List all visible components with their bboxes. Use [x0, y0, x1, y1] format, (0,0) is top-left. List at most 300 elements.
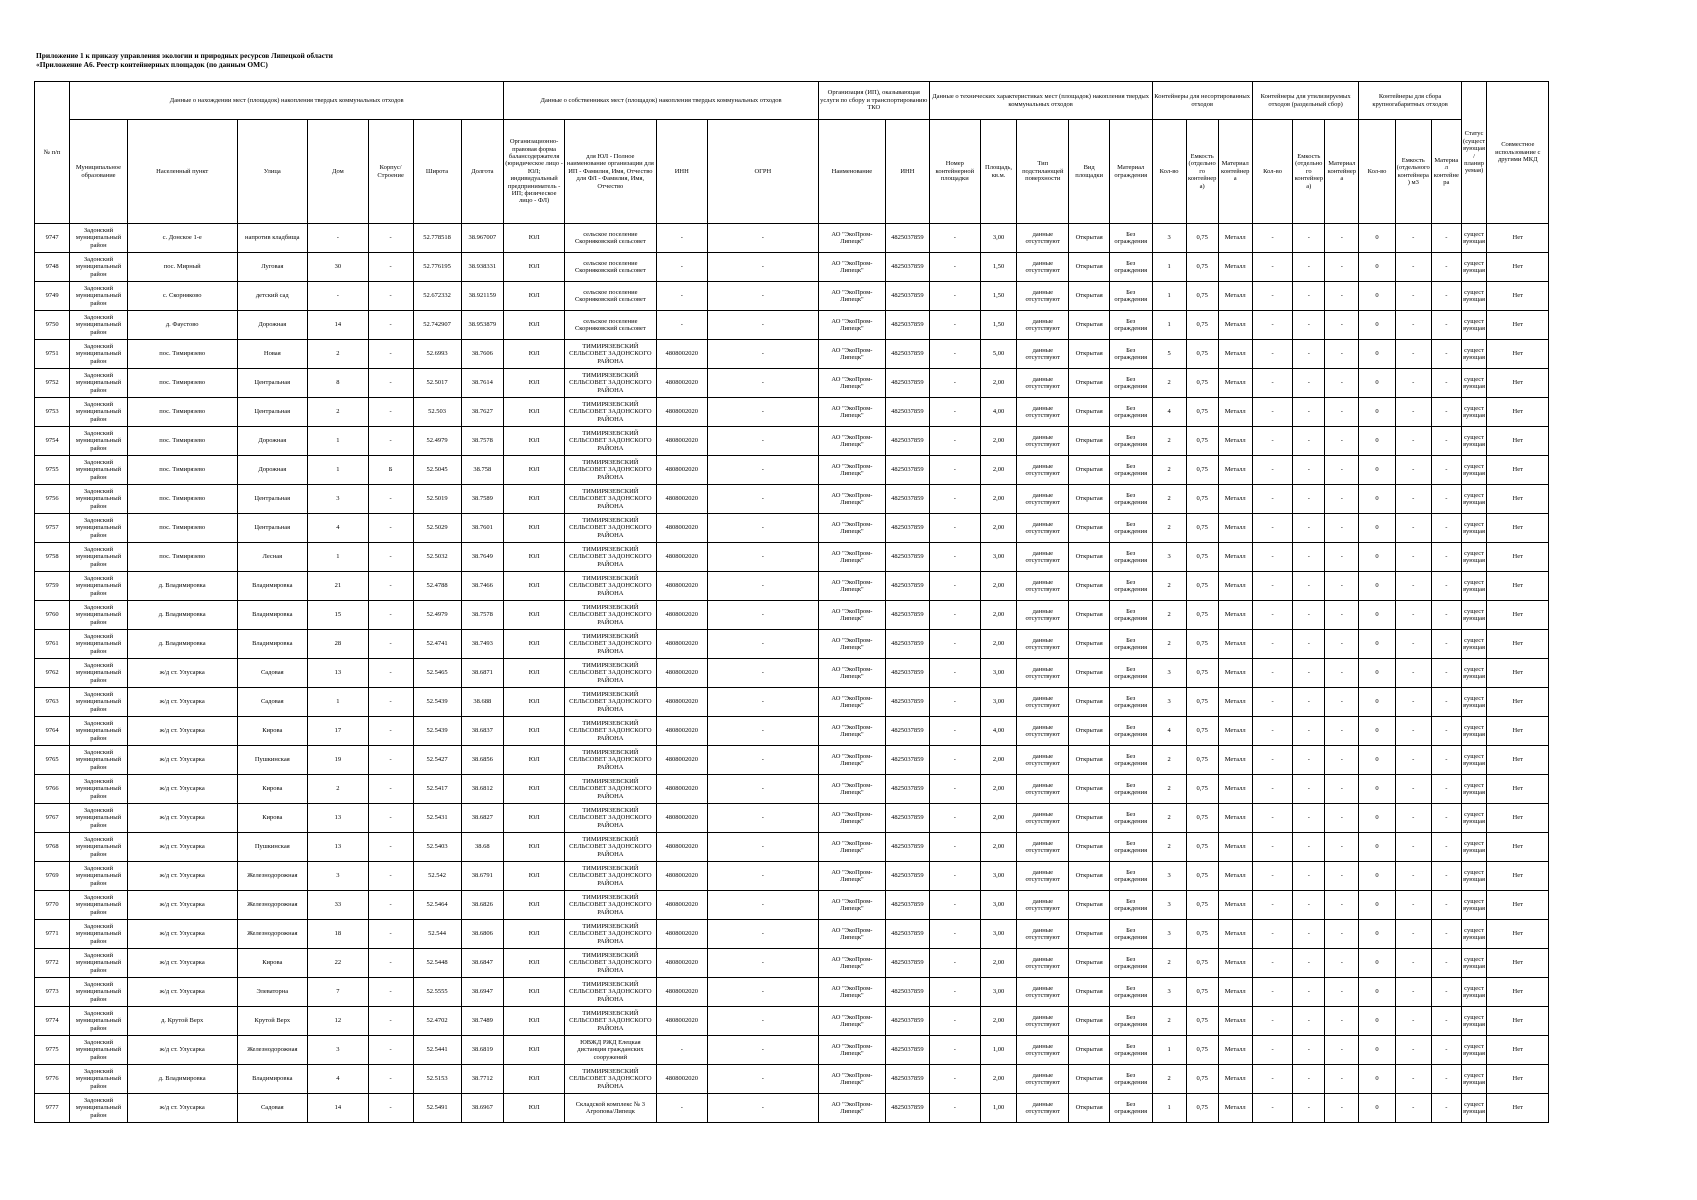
cell-shared: Нет — [1487, 1094, 1549, 1123]
cell-fence: Без ограждения — [1109, 369, 1152, 398]
cell-surf: данные отсутствуют — [1017, 456, 1069, 485]
cell-fence: Без ограждения — [1109, 282, 1152, 311]
cell-korp: - — [368, 746, 413, 775]
cell-area: 2,00 — [980, 572, 1016, 601]
cell-mo: Задонский муниципальный район — [70, 746, 128, 775]
cell-inn: 4808002020 — [656, 862, 707, 891]
cell-c3: - — [1395, 891, 1431, 920]
cell-c1: 0,75 — [1186, 775, 1218, 804]
cell-korp: - — [368, 224, 413, 253]
cell-op: АО "ЭкоПром-Липецк" — [818, 920, 885, 949]
cell-form: ЮЛ — [504, 978, 565, 1007]
cell-q1: 3 — [1152, 978, 1186, 1007]
cell-n: 9777 — [35, 1094, 70, 1123]
cell-form: ЮЛ — [504, 1036, 565, 1065]
cell-house: 21 — [307, 572, 368, 601]
cell-c1: 0,75 — [1186, 804, 1218, 833]
cell-form: ЮЛ — [504, 311, 565, 340]
cell-site: - — [929, 485, 980, 514]
cell-house: 1 — [307, 427, 368, 456]
cell-owner: Складской комплекс № 3 Агропова/Липецк — [565, 1094, 657, 1123]
cell-site: - — [929, 775, 980, 804]
cell-c2: - — [1293, 1036, 1325, 1065]
cell-site: - — [929, 456, 980, 485]
cell-ogrn: - — [707, 1094, 818, 1123]
cell-q1: 4 — [1152, 717, 1186, 746]
cell-m1: Металл — [1218, 224, 1252, 253]
cell-shared: Нет — [1487, 920, 1549, 949]
cell-ogrn: - — [707, 253, 818, 282]
cell-lat: 52.5427 — [413, 746, 461, 775]
cell-ogrn: - — [707, 1036, 818, 1065]
cell-form: ЮЛ — [504, 949, 565, 978]
cell-mo: Задонский муниципальный район — [70, 601, 128, 630]
cell-q1: 4 — [1152, 398, 1186, 427]
cell-np: ж/д ст. Улусарка — [127, 659, 237, 688]
cell-n: 9774 — [35, 1007, 70, 1036]
cell-lat: 52.4788 — [413, 572, 461, 601]
cell-opinn: 4825037859 — [886, 717, 930, 746]
cell-n: 9756 — [35, 485, 70, 514]
cell-lat: 52.5491 — [413, 1094, 461, 1123]
cell-korp: Б — [368, 456, 413, 485]
col-site-no: Номер контейнерной площадки — [929, 120, 980, 224]
group-bulky: Контейнеры для сбора крупногабаритных отходов — [1359, 82, 1461, 120]
cell-lat: 52.778518 — [413, 224, 461, 253]
cell-status: существующая — [1461, 514, 1487, 543]
cell-form: ЮЛ — [504, 340, 565, 369]
table-row — [35, 369, 1607, 398]
cell-mo: Задонский муниципальный район — [70, 949, 128, 978]
cell-status: существующая — [1461, 891, 1487, 920]
cell-site: - — [929, 601, 980, 630]
cell-street: Пушкинская — [237, 833, 307, 862]
cell-c2: - — [1293, 282, 1325, 311]
cell-shared: Нет — [1487, 746, 1549, 775]
cell-lat: 52.4979 — [413, 427, 461, 456]
cell-street: Центральная — [237, 398, 307, 427]
cell-ogrn: - — [707, 688, 818, 717]
cell-op: АО "ЭкоПром-Липецк" — [818, 978, 885, 1007]
cell-n: 9757 — [35, 514, 70, 543]
cell-area: 2,00 — [980, 1065, 1016, 1094]
cell-inn: 4808002020 — [656, 427, 707, 456]
cell-c1: 0,75 — [1186, 1094, 1218, 1123]
cell-street: Крутой Верх — [237, 1007, 307, 1036]
cell-korp: - — [368, 920, 413, 949]
cell-ogrn: - — [707, 775, 818, 804]
cell-site: - — [929, 688, 980, 717]
col-settlement: Населенный пункт — [127, 120, 237, 224]
group-owner: Данные о собственниках мест (площадок) накопления твердых коммунальных отходов — [504, 82, 819, 120]
cell-c3: - — [1395, 630, 1431, 659]
cell-q2: - — [1252, 601, 1293, 630]
cell-m3: - — [1431, 1036, 1461, 1065]
cell-site: - — [929, 804, 980, 833]
cell-street: Дорожная — [237, 427, 307, 456]
cell-opinn: 4825037859 — [886, 1065, 930, 1094]
cell-c3: - — [1395, 282, 1431, 311]
cell-opinn: 4825037859 — [886, 485, 930, 514]
cell-street: Дорожная — [237, 456, 307, 485]
cell-surf: данные отсутствуют — [1017, 630, 1069, 659]
cell-lon: 38.7466 — [461, 572, 504, 601]
cell-m1: Металл — [1218, 891, 1252, 920]
cell-lat: 52.5441 — [413, 1036, 461, 1065]
cell-m1: Металл — [1218, 949, 1252, 978]
cell-c2: - — [1293, 456, 1325, 485]
cell-site: - — [929, 1094, 980, 1123]
cell-surf: данные отсутствуют — [1017, 1065, 1069, 1094]
group-recycle: Контейнеры для утилизируемых отходов (раздельный сбор) — [1252, 82, 1359, 120]
cell-np: с. Скорняково — [127, 282, 237, 311]
cell-status: существующая — [1461, 253, 1487, 282]
cell-c3: - — [1395, 514, 1431, 543]
cell-opinn: 4825037859 — [886, 688, 930, 717]
cell-shared: Нет — [1487, 282, 1549, 311]
cell-opinn: 4825037859 — [886, 572, 930, 601]
cell-fence: Без ограждения — [1109, 1094, 1152, 1123]
cell-m2: - — [1325, 630, 1359, 659]
cell-area: 2,00 — [980, 630, 1016, 659]
cell-status: существующая — [1461, 282, 1487, 311]
cell-m1: Металл — [1218, 746, 1252, 775]
cell-korp: - — [368, 514, 413, 543]
cell-c3: - — [1395, 804, 1431, 833]
cell-site: - — [929, 253, 980, 282]
cell-site: - — [929, 659, 980, 688]
col-ogrn: ОГРН — [707, 120, 818, 224]
cell-op: АО "ЭкоПром-Липецк" — [818, 775, 885, 804]
table-row — [35, 1007, 1607, 1036]
table-row — [35, 891, 1607, 920]
cell-opinn: 4825037859 — [886, 978, 930, 1007]
cell-status: существующая — [1461, 543, 1487, 572]
cell-lat: 52.5403 — [413, 833, 461, 862]
cell-op: АО "ЭкоПром-Липецк" — [818, 1007, 885, 1036]
cell-opinn: 4825037859 — [886, 746, 930, 775]
cell-ogrn: - — [707, 862, 818, 891]
cell-ogrn: - — [707, 601, 818, 630]
cell-q1: 3 — [1152, 659, 1186, 688]
cell-q1: 1 — [1152, 1094, 1186, 1123]
cell-shared: Нет — [1487, 630, 1549, 659]
cell-np: пос. Тимирязево — [127, 340, 237, 369]
cell-q2: - — [1252, 659, 1293, 688]
cell-house: 2 — [307, 340, 368, 369]
cell-owner: ТИМИРЯЗЕВСКИЙ СЕЛЬСОВЕТ ЗАДОНСКОГО РАЙОНА — [565, 804, 657, 833]
cell-owner: ТИМИРЯЗЕВСКИЙ СЕЛЬСОВЕТ ЗАДОНСКОГО РАЙОНА — [565, 833, 657, 862]
cell-type: Открытая — [1069, 688, 1110, 717]
cell-form: ЮЛ — [504, 717, 565, 746]
cell-house: 3 — [307, 485, 368, 514]
cell-np: ж/д ст. Улусарка — [127, 949, 237, 978]
cell-street: Лесная — [237, 543, 307, 572]
cell-opinn: 4825037859 — [886, 340, 930, 369]
cell-fence: Без ограждения — [1109, 804, 1152, 833]
cell-mo: Задонский муниципальный район — [70, 398, 128, 427]
cell-op: АО "ЭкоПром-Липецк" — [818, 659, 885, 688]
cell-c1: 0,75 — [1186, 340, 1218, 369]
cell-q1: 3 — [1152, 920, 1186, 949]
cell-lon: 38.68 — [461, 833, 504, 862]
cell-shared: Нет — [1487, 1007, 1549, 1036]
cell-c2: - — [1293, 224, 1325, 253]
table-row — [35, 282, 1607, 311]
cell-lat: 52.5032 — [413, 543, 461, 572]
cell-op: АО "ЭкоПром-Липецк" — [818, 311, 885, 340]
cell-q3: 0 — [1359, 891, 1395, 920]
cell-owner: ТИМИРЯЗЕВСКИЙ СЕЛЬСОВЕТ ЗАДОНСКОГО РАЙОНА — [565, 862, 657, 891]
table-row — [35, 1036, 1607, 1065]
cell-area: 1,50 — [980, 253, 1016, 282]
cell-inn: 4808002020 — [656, 456, 707, 485]
cell-q3: 0 — [1359, 543, 1395, 572]
table-row — [35, 398, 1607, 427]
cell-fence: Без ограждения — [1109, 311, 1152, 340]
cell-status: существующая — [1461, 949, 1487, 978]
cell-house: 1 — [307, 543, 368, 572]
cell-house: 13 — [307, 833, 368, 862]
cell-ogrn: - — [707, 514, 818, 543]
cell-form: ЮЛ — [504, 456, 565, 485]
cell-m1: Металл — [1218, 804, 1252, 833]
cell-ogrn: - — [707, 949, 818, 978]
cell-owner: ТИМИРЯЗЕВСКИЙ СЕЛЬСОВЕТ ЗАДОНСКОГО РАЙОНА — [565, 920, 657, 949]
cell-c1: 0,75 — [1186, 572, 1218, 601]
cell-c1: 0,75 — [1186, 427, 1218, 456]
cell-q2: - — [1252, 282, 1293, 311]
col-lon: Долгота — [461, 120, 504, 224]
cell-op: АО "ЭкоПром-Липецк" — [818, 1094, 885, 1123]
group-unsorted: Контейнеры для несортированных отходов — [1152, 82, 1252, 120]
cell-c1: 0,75 — [1186, 891, 1218, 920]
cell-opinn: 4825037859 — [886, 253, 930, 282]
cell-ogrn: - — [707, 340, 818, 369]
cell-area: 2,00 — [980, 369, 1016, 398]
cell-ogrn: - — [707, 891, 818, 920]
cell-q2: - — [1252, 804, 1293, 833]
cell-c1: 0,75 — [1186, 456, 1218, 485]
cell-n: 9770 — [35, 891, 70, 920]
cell-n: 9772 — [35, 949, 70, 978]
table-row — [35, 572, 1607, 601]
cell-type: Открытая — [1069, 340, 1110, 369]
cell-c3: - — [1395, 659, 1431, 688]
cell-m3: - — [1431, 427, 1461, 456]
cell-m3: - — [1431, 514, 1461, 543]
cell-mo: Задонский муниципальный район — [70, 717, 128, 746]
cell-korp: - — [368, 949, 413, 978]
cell-np: ж/д ст. Улусарка — [127, 746, 237, 775]
cell-m2: - — [1325, 1007, 1359, 1036]
cell-inn: 4808002020 — [656, 369, 707, 398]
cell-ogrn: - — [707, 1065, 818, 1094]
header-group-row — [35, 82, 1607, 120]
cell-type: Открытая — [1069, 717, 1110, 746]
cell-area: 3,00 — [980, 862, 1016, 891]
cell-owner: ТИМИРЯЗЕВСКИЙ СЕЛЬСОВЕТ ЗАДОНСКОГО РАЙОНА — [565, 485, 657, 514]
cell-inn: - — [656, 253, 707, 282]
cell-m3: - — [1431, 1007, 1461, 1036]
cell-np: ж/д ст. Улусарка — [127, 862, 237, 891]
cell-c2: - — [1293, 688, 1325, 717]
cell-np: д. Владимировка — [127, 1065, 237, 1094]
cell-c1: 0,75 — [1186, 920, 1218, 949]
cell-q1: 2 — [1152, 369, 1186, 398]
cell-c3: - — [1395, 572, 1431, 601]
table-row — [35, 949, 1607, 978]
cell-m3: - — [1431, 253, 1461, 282]
cell-status: существующая — [1461, 775, 1487, 804]
cell-ogrn: - — [707, 659, 818, 688]
cell-shared: Нет — [1487, 514, 1549, 543]
cell-surf: данные отсутствуют — [1017, 1007, 1069, 1036]
cell-np: д. Фаустово — [127, 311, 237, 340]
cell-lon: 38.967007 — [461, 224, 504, 253]
col-surface: Тип подстилающей поверхности — [1017, 120, 1069, 224]
cell-form: ЮЛ — [504, 427, 565, 456]
cell-surf: данные отсутствуют — [1017, 717, 1069, 746]
cell-lat: 52.5417 — [413, 775, 461, 804]
cell-c2: - — [1293, 311, 1325, 340]
cell-form: ЮЛ — [504, 833, 565, 862]
cell-q2: - — [1252, 891, 1293, 920]
cell-np: с. Донское 1-е — [127, 224, 237, 253]
cell-site: - — [929, 340, 980, 369]
cell-q2: - — [1252, 1094, 1293, 1123]
cell-owner: ТИМИРЯЗЕВСКИЙ СЕЛЬСОВЕТ ЗАДОНСКОГО РАЙОНА — [565, 456, 657, 485]
cell-m2: - — [1325, 1036, 1359, 1065]
cell-m1: Металл — [1218, 1007, 1252, 1036]
cell-q3: 0 — [1359, 427, 1395, 456]
cell-q3: 0 — [1359, 659, 1395, 688]
cell-house: 3 — [307, 862, 368, 891]
cell-street: Пушкинская — [237, 746, 307, 775]
cell-q1: 3 — [1152, 862, 1186, 891]
cell-owner: сельское поселение Скорняковский сельсовет — [565, 282, 657, 311]
cell-street: Новая — [237, 340, 307, 369]
cell-fence: Без ограждения — [1109, 427, 1152, 456]
cell-status: существующая — [1461, 224, 1487, 253]
cell-owner: ТИМИРЯЗЕВСКИЙ СЕЛЬСОВЕТ ЗАДОНСКОГО РАЙОНА — [565, 659, 657, 688]
cell-street: Кирова — [237, 804, 307, 833]
cell-ogrn: - — [707, 833, 818, 862]
cell-inn: 4808002020 — [656, 746, 707, 775]
cell-m2: - — [1325, 398, 1359, 427]
cell-house: 30 — [307, 253, 368, 282]
cell-c3: - — [1395, 1036, 1431, 1065]
cell-street: Владимировка — [237, 572, 307, 601]
cell-korp: - — [368, 978, 413, 1007]
cell-c3: - — [1395, 456, 1431, 485]
cell-mo: Задонский муниципальный район — [70, 659, 128, 688]
cell-korp: - — [368, 630, 413, 659]
cell-fence: Без ограждения — [1109, 253, 1152, 282]
cell-m3: - — [1431, 456, 1461, 485]
cell-area: 2,00 — [980, 746, 1016, 775]
cell-korp: - — [368, 833, 413, 862]
cell-house: 14 — [307, 311, 368, 340]
cell-type: Открытая — [1069, 572, 1110, 601]
cell-inn: 4808002020 — [656, 601, 707, 630]
cell-np: ж/д ст. Улусарка — [127, 775, 237, 804]
cell-status: существующая — [1461, 862, 1487, 891]
cell-c3: - — [1395, 746, 1431, 775]
cell-fence: Без ограждения — [1109, 1065, 1152, 1094]
cell-c1: 0,75 — [1186, 514, 1218, 543]
cell-m2: - — [1325, 891, 1359, 920]
cell-m1: Металл — [1218, 311, 1252, 340]
cell-inn: 4808002020 — [656, 775, 707, 804]
cell-opinn: 4825037859 — [886, 601, 930, 630]
cell-owner: ТИМИРЯЗЕВСКИЙ СЕЛЬСОВЕТ ЗАДОНСКОГО РАЙОНА — [565, 891, 657, 920]
cell-korp: - — [368, 427, 413, 456]
cell-owner: ТИМИРЯЗЕВСКИЙ СЕЛЬСОВЕТ ЗАДОНСКОГО РАЙОНА — [565, 775, 657, 804]
cell-n: 9771 — [35, 920, 70, 949]
cell-q2: - — [1252, 514, 1293, 543]
cell-m1: Металл — [1218, 775, 1252, 804]
cell-fence: Без ограждения — [1109, 543, 1152, 572]
cell-inn: 4808002020 — [656, 891, 707, 920]
cell-house: 1 — [307, 456, 368, 485]
cell-m1: Металл — [1218, 601, 1252, 630]
cell-opinn: 4825037859 — [886, 659, 930, 688]
group-location: Данные о нахождении мест (площадок) накопления твердых коммунальных отходов — [70, 82, 504, 120]
cell-mo: Задонский муниципальный район — [70, 1036, 128, 1065]
cell-inn: 4808002020 — [656, 398, 707, 427]
cell-form: ЮЛ — [504, 282, 565, 311]
cell-m3: - — [1431, 862, 1461, 891]
cell-mo: Задонский муниципальный район — [70, 775, 128, 804]
cell-site: - — [929, 427, 980, 456]
cell-m2: - — [1325, 485, 1359, 514]
cell-c2: - — [1293, 253, 1325, 282]
cell-inn: - — [656, 1094, 707, 1123]
cell-lat: 52.5439 — [413, 717, 461, 746]
cell-house: 18 — [307, 920, 368, 949]
cell-status: существующая — [1461, 717, 1487, 746]
cell-q1: 1 — [1152, 282, 1186, 311]
cell-inn: - — [656, 224, 707, 253]
cell-c1: 0,75 — [1186, 949, 1218, 978]
col-qty-3: Кол-во — [1359, 120, 1395, 224]
cell-inn: 4808002020 — [656, 1065, 707, 1094]
cell-house: - — [307, 224, 368, 253]
cell-c3: - — [1395, 862, 1431, 891]
cell-c1: 0,75 — [1186, 224, 1218, 253]
cell-ogrn: - — [707, 282, 818, 311]
cell-np: д. Владимировка — [127, 630, 237, 659]
cell-status: существующая — [1461, 572, 1487, 601]
cell-type: Открытая — [1069, 601, 1110, 630]
cell-mo: Задонский муниципальный район — [70, 369, 128, 398]
cell-lon: 38.7712 — [461, 1065, 504, 1094]
cell-house: 17 — [307, 717, 368, 746]
cell-q3: 0 — [1359, 920, 1395, 949]
cell-op: АО "ЭкоПром-Липецк" — [818, 1065, 885, 1094]
cell-house: 2 — [307, 398, 368, 427]
cell-opinn: 4825037859 — [886, 311, 930, 340]
cell-m1: Металл — [1218, 398, 1252, 427]
cell-c1: 0,75 — [1186, 630, 1218, 659]
cell-ogrn: - — [707, 398, 818, 427]
cell-shared: Нет — [1487, 862, 1549, 891]
col-operator-name: Наименование — [818, 120, 885, 224]
cell-q1: 3 — [1152, 891, 1186, 920]
cell-owner: сельское поселение Скорняковский сельсовет — [565, 224, 657, 253]
cell-area: 2,00 — [980, 427, 1016, 456]
